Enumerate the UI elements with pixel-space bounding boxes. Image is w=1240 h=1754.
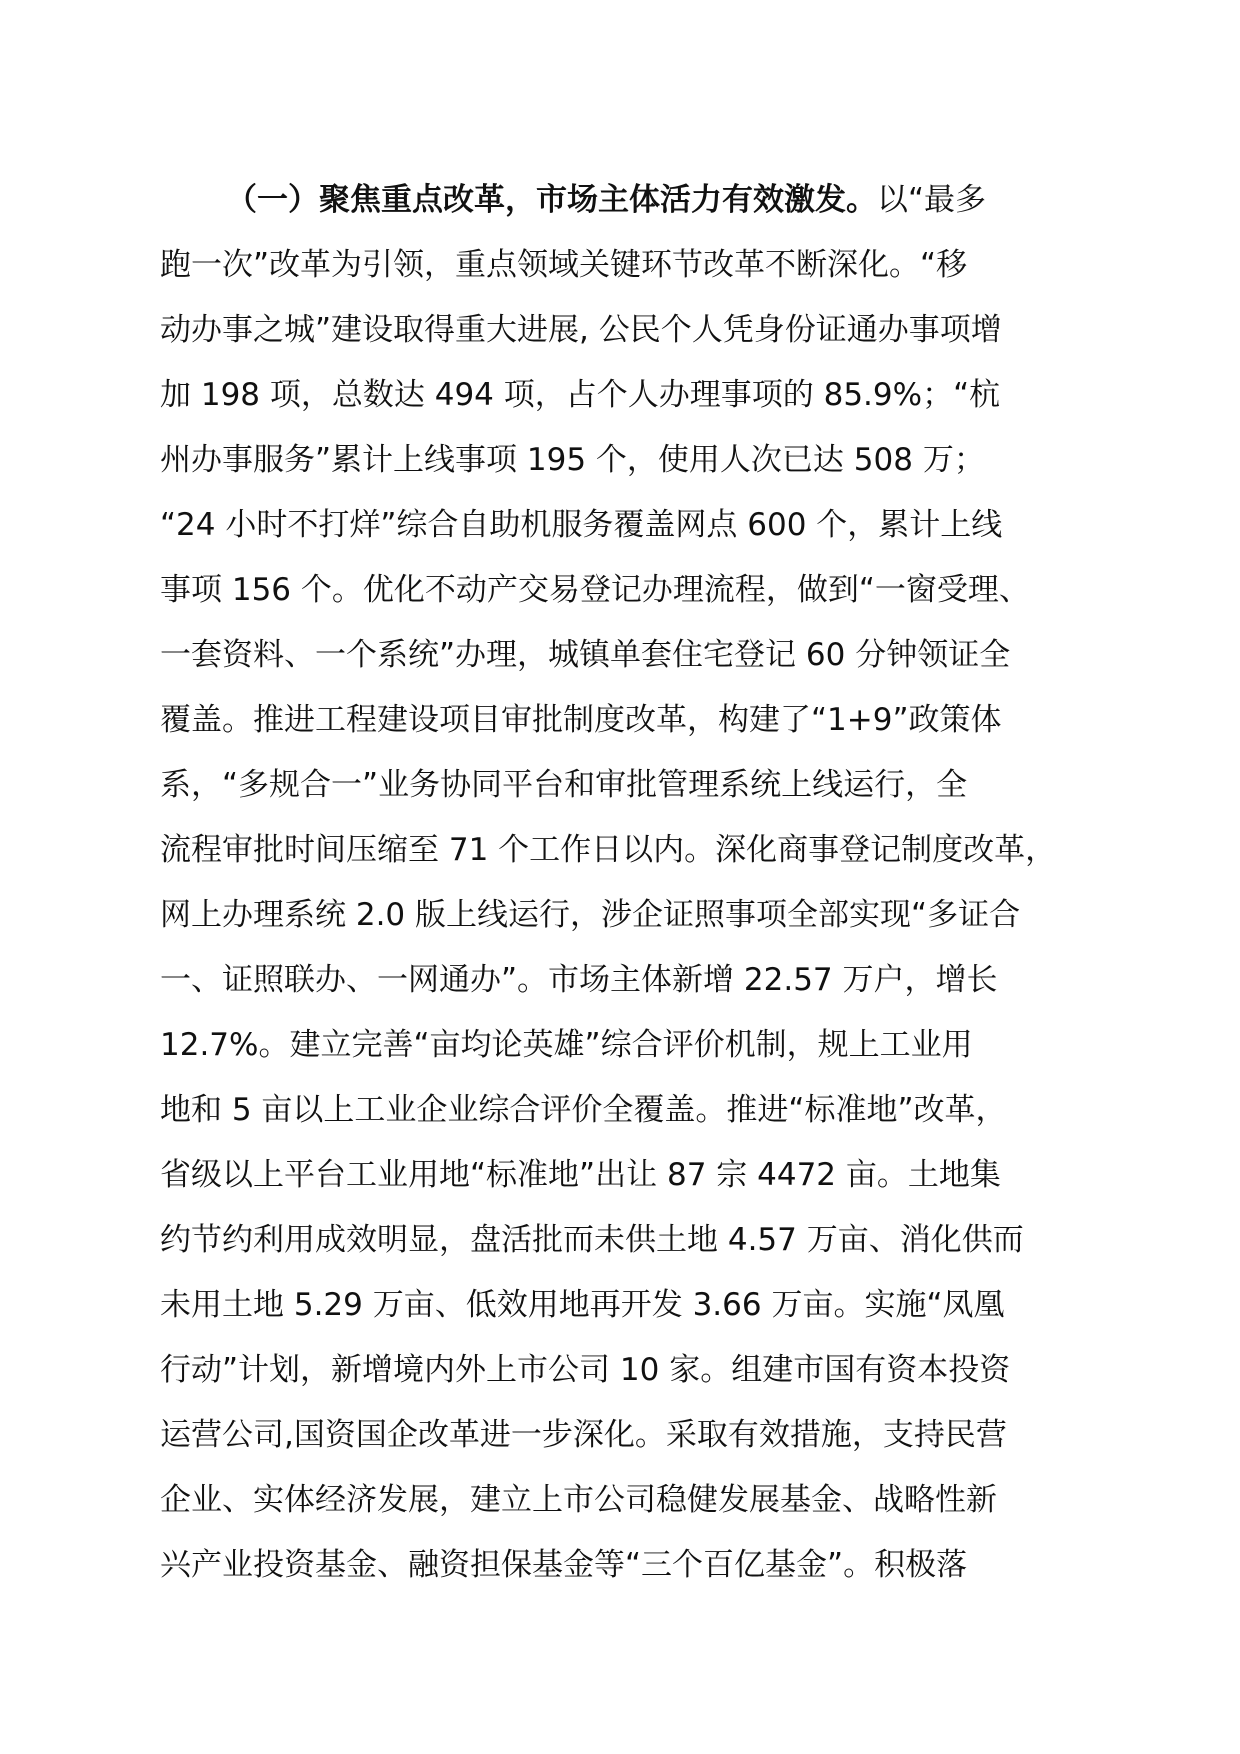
body-paragraph	[160, 168, 1120, 1598]
text-line: 事项 156 个。优化不动产交易登记办理流程，做到“一窗受理、	[160, 572, 1030, 608]
text-line: 加 198 项，总数达 494 项，占个人办理事项的 85.9%；“杭	[160, 377, 1001, 413]
text-line: 以“最多	[877, 182, 987, 218]
text-line: 约节约利用成效明显，盘活批而未供土地 4.57 万亩、消化供而	[160, 1222, 1024, 1258]
text-line: 流程审批时间压缩至 71 个工作日以内。深化商事登记制度改革，	[160, 832, 1057, 868]
text-line: 系，“多规合一”业务协同平台和审批管理系统上线运行，全	[160, 767, 968, 803]
text-line: 一套资料、一个系统”办理，城镇单套住宅登记 60 分钟领证全	[160, 637, 1011, 673]
text-line: 行动”计划，新增境内外上市公司 10 家。组建市国有资本投资	[160, 1352, 1011, 1388]
text-line: 地和 5 亩以上工业企业综合评价全覆盖。推进“标准地”改革，	[160, 1092, 1007, 1128]
text-line: 覆盖。推进工程建设项目审批制度改革，构建了“1+9”政策体	[160, 702, 1002, 738]
text-line: 运营公司,国资国企改革进一步深化。采取有效措施，支持民营	[160, 1417, 1007, 1453]
text-line: 省级以上平台工业用地“标准地”出让 87 宗 4472 亩。土地集	[160, 1157, 1001, 1193]
text-line: 未用土地 5.29 万亩、低效用地再开发 3.66 万亩。实施“凤凰	[160, 1287, 1005, 1323]
text-line: 州办事服务”累计上线事项 195 个，使用人次已达 508 万；	[160, 442, 985, 478]
section-heading: （一）聚焦重点改革，市场主体活力有效激发。	[226, 182, 877, 218]
text-line: 跑一次”改革为引领，重点领域关键环节改革不断深化。“移	[160, 247, 968, 283]
text-line: 12.7%。建立完善“亩均论英雄”综合评价机制，规上工业用	[160, 1027, 973, 1063]
text-line: 兴产业投资基金、融资担保基金等“三个百亿基金”。积极落	[160, 1547, 968, 1583]
paragraph-first-line	[160, 168, 1120, 233]
text-line: 企业、实体经济发展，建立上市公司稳健发展基金、战略性新	[160, 1482, 997, 1518]
text-line: “24 小时不打烊”综合自助机服务覆盖网点 600 个，累计上线	[160, 507, 1003, 543]
text-line: 动办事之城”建设取得重大进展, 公民个人凭身份证通办事项增	[160, 312, 1002, 348]
text-line: 一、证照联办、一网通办”。市场主体新增 22.57 万户，增长	[160, 962, 998, 998]
text-line: 网上办理系统 2.0 版上线运行，涉企证照事项全部实现“多证合	[160, 897, 1021, 933]
